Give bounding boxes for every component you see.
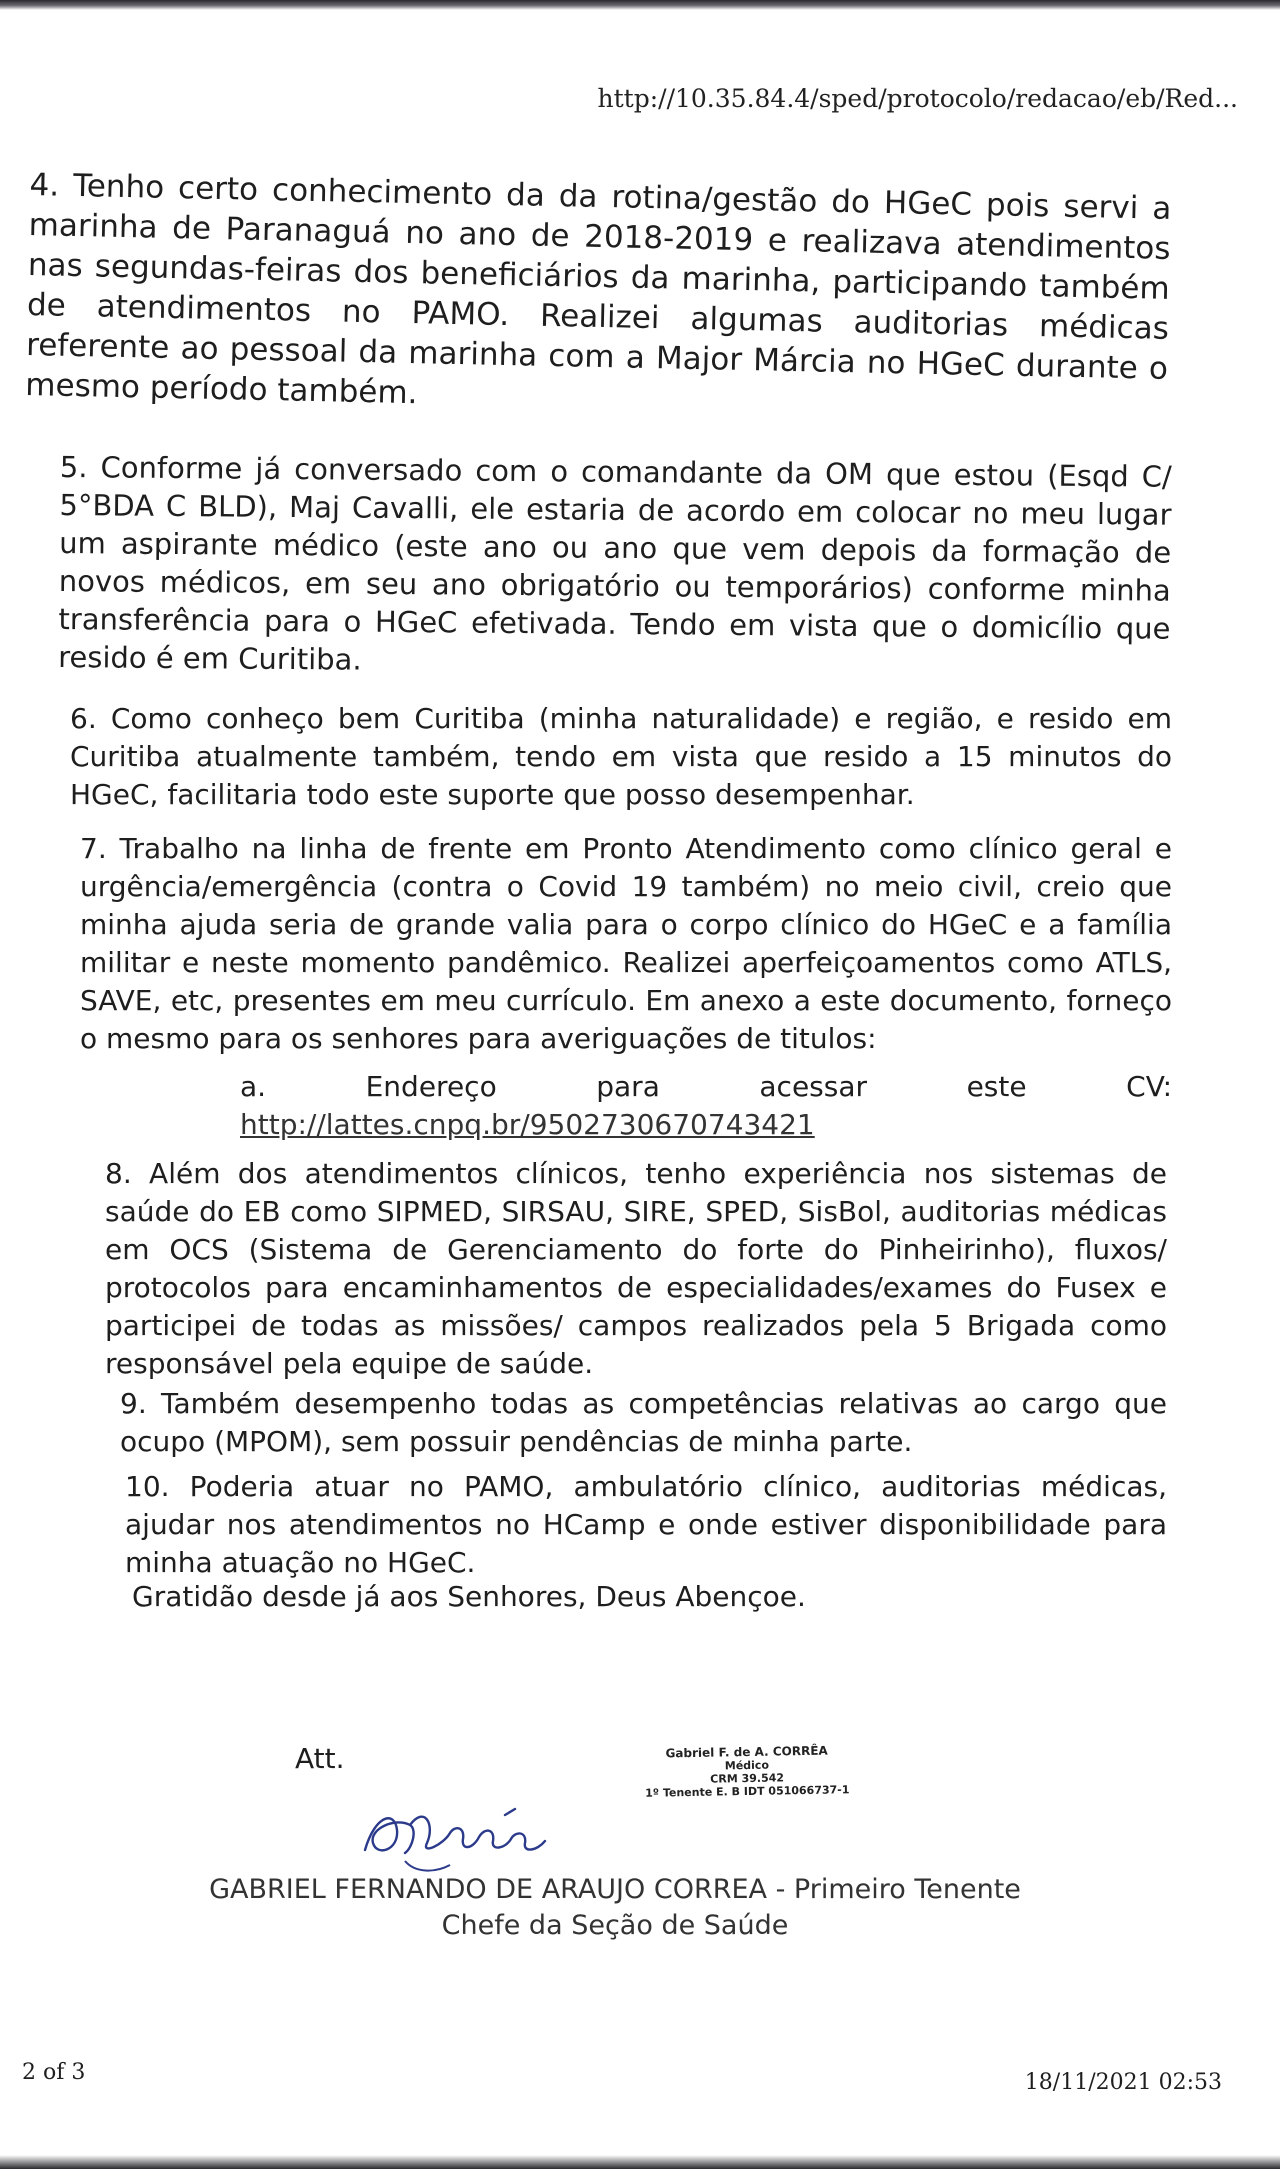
item-a-label: a. Endereço para acessar este CV: <box>240 1070 1172 1103</box>
paragraph-4: 4. Tenho certo conhecimento da da rotina/gestão do HGeC pois servi a marinha de Paranaguá no ano de 2018-2019 e realizava atendimentos nas segundas-feiras dos beneficiários da marinha, participando também de atendimentos no PAMO. Realizei algumas auditorias médicas referente ao pessoal da marinha com a Major Márcia no HGeC durante o mesmo período também. <box>25 166 1172 412</box>
att-label: Att. <box>295 1742 345 1775</box>
cv-link[interactable]: http://lattes.cnpq.br/9502730670743421 <box>240 1108 815 1141</box>
scan-top-edge <box>0 0 1280 10</box>
signer-block <box>0 1872 1230 1944</box>
header-url: http://10.35.84.4/sped/protocolo/redacao/eb/Red... <box>597 84 1238 113</box>
paragraph-7: 7. Trabalho na linha de frente em Pronto Atendimento como clínico geral e urgência/emergência (contra o Covid 19 também) no meio civil, creio que minha ajuda seria de grande valia para o corpo clínico do HGeC e a família militar e neste momento pandêmico. Realizei aperfeiçoamentos como ATLS, SAVE, etc, presentes em meu currículo. Em anexo a este documento, forneço o mesmo para os senhores para averiguações de titulos: <box>80 832 1172 1055</box>
paragraph-5: 5. Conforme já conversado com o comandante da OM que estou (Esqd C/ 5°BDA C BLD), Maj Cavalli, ele estaria de acordo em colocar no meu lugar um aspirante médico (este ano ou ano que vem depois da formação de novos médicos, em seu ano obrigatório ou temporários) conforme minha transferência para o HGeC efetivada. Tendo em vista que o domicílio que resido é em Curitiba. <box>58 449 1172 677</box>
list-item-a <box>240 1068 1172 1144</box>
signer-name: GABRIEL FERNANDO DE ARAUJO CORREA - Primeiro Tenente <box>209 1874 1021 1905</box>
stamp-rank: 1º Tenente E. B IDT 051066737-1 <box>645 1783 850 1800</box>
signature-stamp <box>632 1744 863 1800</box>
paragraph-8: 8. Além dos atendimentos clínicos, tenho experiência nos sistemas de saúde do EB como SIPMED, SIRSAU, SIRE, SPED, SisBol, auditorias médicas em OCS (Sistema de Gerenciamento do forte do Pinheirinho), fluxos/ protocolos para encaminhamentos de especialidades/exames do Fusex e participei de todas as missões/ campos realizados pela 5 Brigada como responsável pela equipe de saúde. <box>105 1157 1167 1380</box>
print-datetime: 18/11/2021 02:53 <box>1024 2070 1222 2095</box>
closing-thanks: Gratidão desde já aos Senhores, Deus Abençoe. <box>132 1580 806 1613</box>
page-number: 2 of 3 <box>22 2060 86 2085</box>
stamp-role: Médico <box>724 1758 770 1773</box>
paragraph-9: 9. Também desempenho todas as competências relativas ao cargo que ocupo (MPOM), sem possuir pendências de minha parte. <box>120 1387 1167 1458</box>
signer-title: Chefe da Seção de Saúde <box>441 1910 789 1941</box>
stamp-name: Gabriel F. de A. CORRÊA <box>665 1743 828 1761</box>
scan-bottom-edge <box>0 2155 1280 2169</box>
stamp-crm: CRM 39.542 <box>710 1771 785 1786</box>
paragraph-10: 10. Poderia atuar no PAMO, ambulatório clínico, auditorias médicas, ajudar nos atendimentos no HCamp e onde estiver disponibilidade para minha atuação no HGeC. <box>125 1470 1167 1579</box>
handwritten-signature <box>355 1795 575 1879</box>
paragraph-6: 6. Como conheço bem Curitiba (minha naturalidade) e região, e resido em Curitiba atualmente também, tendo em vista que resido a 15 minutos do HGeC, facilitaria todo este suporte que posso desempenhar. <box>70 702 1172 811</box>
